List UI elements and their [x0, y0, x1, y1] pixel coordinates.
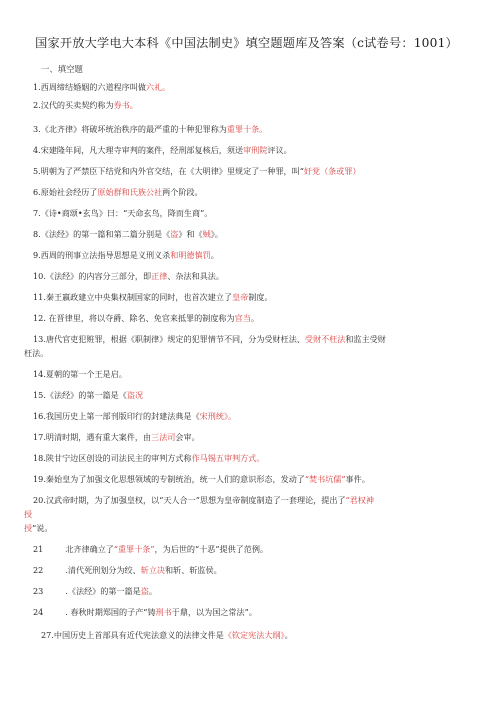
answer: 贼: [202, 229, 211, 239]
answer: 斩立决: [140, 565, 166, 575]
question-20-continued: 授: [24, 509, 33, 519]
question-7: 7.《诗•商颂•玄鸟》曰：“天命玄鸟，降而生商”。: [33, 208, 213, 218]
question-14: 14.夏朝的第一个王是启。: [33, 369, 127, 379]
question-19: 19.秦始皇为了加强文化思想领域的专制统治，统一人们的意识形态，发动了“焚书坑儒”事件。: [33, 474, 370, 484]
question-13: 13.唐代官吏犯赃罪，根据《职制律》规定的犯罪情节不同，分为受财枉法、受财不枉法和监主受财: [33, 334, 386, 344]
question-12: 12. 在晋律里，将以夺爵、除名、免官来抵罪的制度称为官当。: [33, 313, 259, 323]
answer: 原始群和氏族公社: [97, 187, 163, 197]
answer: “君权神: [345, 495, 374, 505]
question-18: 18.陕甘宁边区创设的司法民主的审判方式称作马锡五审判方式。: [33, 453, 265, 463]
answer: 盗: [170, 229, 179, 239]
question-27: 27.中国历史上首部具有近代宪法意义的法律文件是《钦定宪法大纲》。: [41, 630, 293, 640]
answer: 官当: [234, 313, 251, 323]
question-22: 22 .清代死刑划分为绞、斩立决和斩、斩监侯。: [33, 565, 222, 575]
question-3: 3.《北齐律》将破坏统治秩序的最严重的十种犯罪称为重罪十条。: [33, 124, 268, 134]
document-title: 国家开放大学电大本科《中国法制史》填空题题库及答案（c试卷号：1001）: [35, 36, 458, 50]
answer: 券书: [113, 100, 130, 110]
question-9: 9.西周的刑事立法指导思想是义刑义杀和明德慎罚。: [33, 250, 219, 260]
question-24: 24 . 春秋时期郑国的子产“铸刑书于鼎，以为国之常法”。: [33, 607, 257, 617]
answer: 三法司: [151, 432, 176, 442]
answer: 正律: [151, 271, 168, 281]
answer: 重罪十条: [226, 124, 260, 134]
answer: 奸党（条或罪）: [303, 166, 361, 176]
section-heading: 一、填空题: [41, 64, 83, 74]
question-13-continued: 枉法。: [24, 348, 49, 358]
answer: 和明德慎罚: [170, 250, 211, 260]
answer: 六礼: [145, 82, 163, 92]
question-11: 11.秦王嬴政建立中央集权制国家的同时，也首次建立了皇帝制度。: [33, 292, 273, 302]
question-5: 5.明朝为了严禁臣下结党和内外官交结，在《大明律》里规定了一种罪，叫“奸党（条或罪）: [33, 166, 361, 176]
question-20: 20.汉武帝时期，为了加强皇权，以“天人合一”思想为皇帝制度制造了一套理论，提出了“君权神: [33, 495, 374, 505]
answer: 盗: [126, 390, 135, 400]
question-17: 17.明清时期，遇有重大案件，由三法司会审。: [33, 432, 200, 442]
answer: 皇帝: [232, 292, 249, 302]
question-20-continued-2: 授”说。: [24, 523, 53, 533]
answer: 宋刑统》: [199, 411, 228, 421]
question-16: 16.我国历史上第一部刊版印行的封建法典是《宋刑统》。: [33, 411, 237, 421]
answer: “重罪十条”: [113, 544, 155, 554]
answer: 《钦定宪法大纲》: [223, 630, 285, 640]
question-8: 8.《法经》的第一篇和第二篇分别是《盗》和《贼》。: [33, 229, 223, 239]
answer: 审刑院: [243, 145, 268, 155]
question-15: 15.《法经》的第一篇是《盗况: [33, 390, 144, 400]
answer: 受财不枉法: [304, 334, 346, 344]
question-21: 21 北齐律确立了“重罪十条”，为后世的“十恶”提供了范例。: [33, 544, 269, 554]
question-23: 23 .《法经》的第一篇是盗。: [33, 586, 157, 596]
answer: 刑书: [155, 607, 172, 617]
answer: “焚书坑儒”: [304, 474, 346, 484]
question-4: 4.宋建隆年间，凡大理寺审判的案件，经刑部复核后，须送审刑院评议。: [33, 145, 292, 155]
question-10: 10.《法经》的内容分三部分，即正律、杂法和具法。: [33, 271, 224, 281]
answer: 作马锡五审判方式: [191, 453, 257, 463]
question-6: 6.原始社会经历了原始群和氏族公社两个阶段。: [33, 187, 203, 197]
answer: 盗: [140, 586, 149, 596]
question-2: 2.汉代的买卖契约称为券书。: [33, 100, 138, 110]
question-1: 1.西周缔结婚姻的六道程序叫做六礼。: [33, 82, 171, 92]
